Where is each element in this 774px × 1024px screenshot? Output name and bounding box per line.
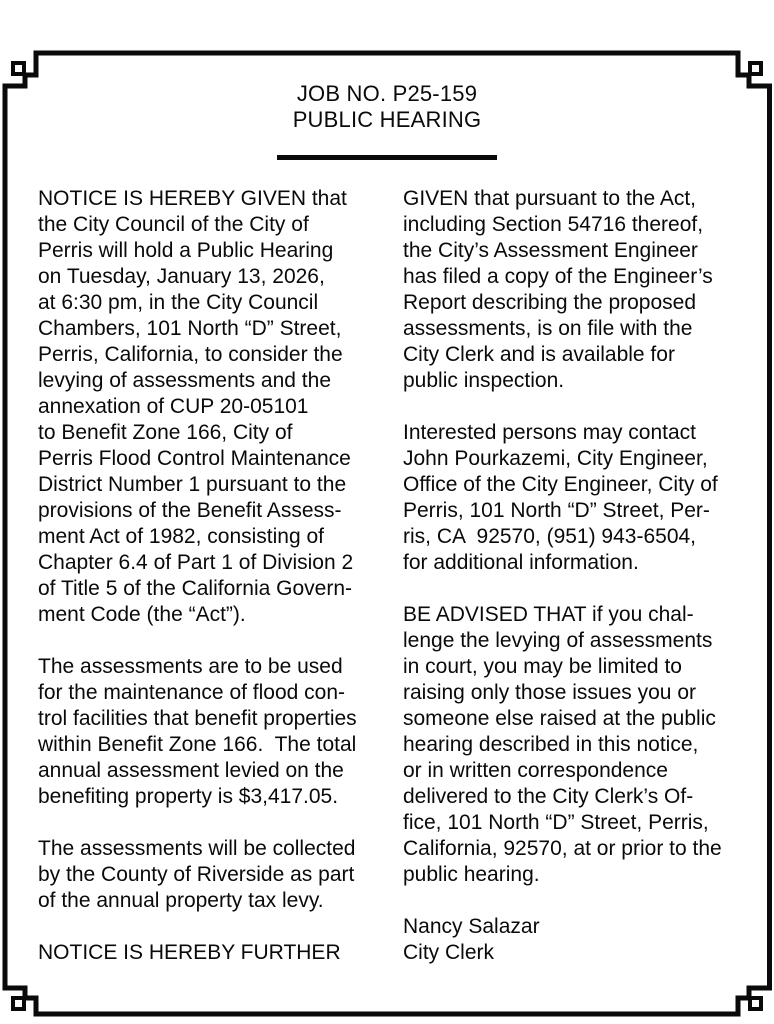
text-line: or in written correspondence xyxy=(403,759,668,782)
text-line: NOTICE IS HEREBY GIVEN that xyxy=(38,187,347,210)
text-line: Perris, California, to consider the xyxy=(38,343,343,366)
further-notice-paragraph xyxy=(403,186,753,394)
text-line: delivered to the City Clerk’s Of- xyxy=(403,785,694,808)
text-line: trol facilities that benefit properties xyxy=(38,707,357,730)
text-line: ment Act of 1982, consisting of xyxy=(38,525,325,548)
text-line: the City Council of the City of xyxy=(38,213,309,236)
text-line: lenge the levying of assessments xyxy=(403,629,713,652)
text-line: fice, 101 North “D” Street, Perris, xyxy=(403,811,709,834)
corner-square-top-right xyxy=(750,63,761,74)
text-line: annual assessment levied on the xyxy=(38,759,344,782)
hearing-title: PUBLIC HEARING xyxy=(292,107,482,132)
text-line: provisions of the Benefit Assess- xyxy=(38,499,342,522)
text-line: Chapter 6.4 of Part 1 of Division 2 xyxy=(38,551,354,574)
text-line: The assessments are to be used xyxy=(38,655,343,678)
text-line: public inspection. xyxy=(403,369,565,392)
text-line: City Clerk and is available for xyxy=(403,343,675,366)
text-line: Nancy Salazar xyxy=(403,915,540,938)
text-line: assessments, is on file with the xyxy=(403,317,693,340)
text-line: to Benefit Zone 166, City of xyxy=(38,421,293,444)
text-line: by the County of Riverside as part xyxy=(38,863,355,886)
text-line: Chambers, 101 North “D” Street, xyxy=(38,317,342,340)
job-number: JOB NO. P25-159 xyxy=(296,81,478,106)
signature-block xyxy=(403,914,753,966)
text-line: benefiting property is $3,417.05. xyxy=(38,785,339,808)
text-line: of Title 5 of the California Govern- xyxy=(38,577,352,600)
text-line: City Clerk xyxy=(403,941,495,964)
text-line: GIVEN that pursuant to the Act, xyxy=(403,187,696,210)
text-line: in court, you may be limited to xyxy=(403,655,682,678)
text-line: including Section 54716 thereof, xyxy=(403,213,704,236)
text-line: Perris, 101 North “D” Street, Per- xyxy=(403,499,710,522)
text-line: Office of the City Engineer, City of xyxy=(403,473,718,496)
corner-square-bottom-right xyxy=(750,998,761,1009)
text-line: at 6:30 pm, in the City Council xyxy=(38,291,319,314)
opening-paragraph xyxy=(38,186,388,628)
text-line: the City’s Assessment Engineer xyxy=(403,239,698,262)
text-line: The assessments will be collected xyxy=(38,837,356,860)
text-line: raising only those issues you or xyxy=(403,681,696,704)
text-line: public hearing. xyxy=(403,863,540,886)
text-line: Perris Flood Control Maintenance xyxy=(38,447,351,470)
text-line: for additional information. xyxy=(403,551,639,574)
text-line: annexation of CUP 20-05101 xyxy=(38,395,309,418)
assessment-use-paragraph xyxy=(38,654,388,810)
corner-square-bottom-left xyxy=(13,998,24,1009)
text-line: Perris will hold a Public Hearing xyxy=(38,239,334,262)
header-divider xyxy=(277,155,497,160)
text-line: for the maintenance of flood con- xyxy=(38,681,346,704)
text-line: ris, CA 92570, (951) 943-6504, xyxy=(403,525,697,548)
text-line: Interested persons may contact xyxy=(403,421,696,444)
further-notice-lead xyxy=(38,940,388,966)
column-left xyxy=(38,186,388,966)
text-line: District Number 1 pursuant to the xyxy=(38,473,347,496)
notice-header xyxy=(0,81,774,133)
text-line: ment Code (the “Act”). xyxy=(38,603,246,626)
text-line: NOTICE IS HEREBY FURTHER xyxy=(38,941,341,964)
text-line: within Benefit Zone 166. The total xyxy=(38,733,357,756)
text-line: California, 92570, at or prior to the xyxy=(403,837,722,860)
be-advised-paragraph xyxy=(403,602,753,888)
text-line: on Tuesday, January 13, 2026, xyxy=(38,265,325,288)
text-line: John Pourkazemi, City Engineer, xyxy=(403,447,708,470)
column-right xyxy=(403,186,753,966)
text-line: of the annual property tax levy. xyxy=(38,889,324,912)
contact-paragraph xyxy=(403,420,753,576)
text-line: someone else raised at the public xyxy=(403,707,716,730)
text-line: Report describing the proposed xyxy=(403,291,697,314)
text-line: BE ADVISED THAT if you chal- xyxy=(403,603,694,626)
text-line: has filed a copy of the Engineer’s xyxy=(403,265,713,288)
text-line: hearing described in this notice, xyxy=(403,733,699,756)
corner-square-top-left xyxy=(13,63,24,74)
text-line: levying of assessments and the xyxy=(38,369,331,392)
collection-paragraph xyxy=(38,836,388,914)
